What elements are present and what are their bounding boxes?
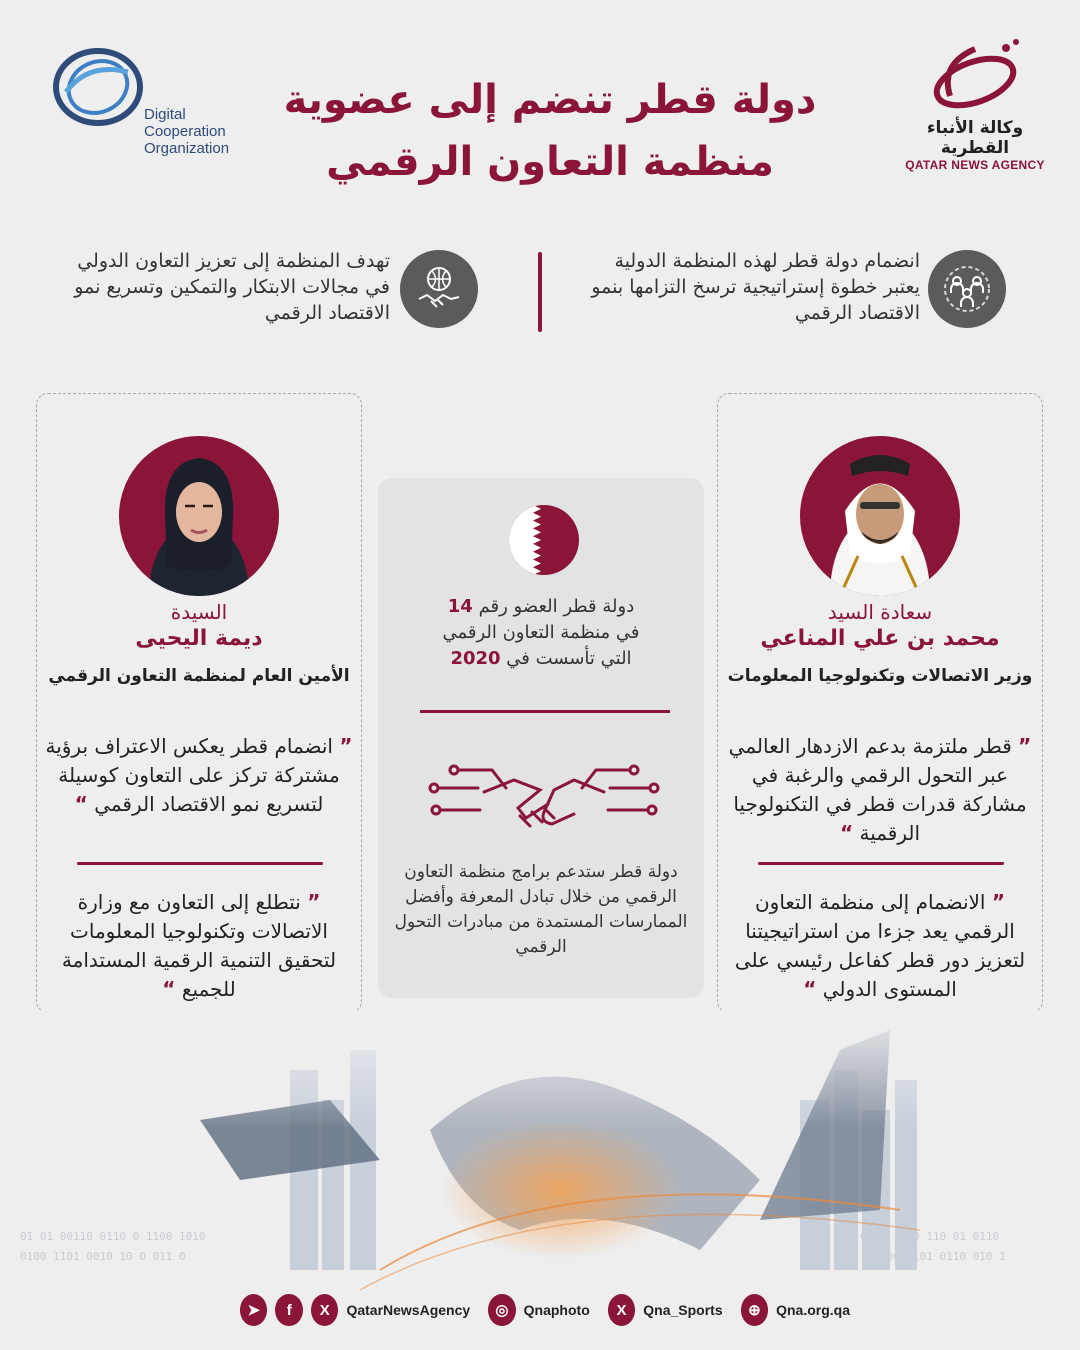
qna-english-name: QATAR NEWS AGENCY — [905, 158, 1045, 172]
social-bar — [240, 1290, 860, 1330]
member-number: 14 — [447, 596, 473, 617]
facebook-icon[interactable]: f — [275, 1294, 302, 1326]
instagram-icon[interactable]: ◎ — [488, 1294, 515, 1326]
center-separator — [420, 710, 670, 713]
social-handle-photo[interactable]: Qnaphoto — [523, 1302, 590, 1318]
qatar-flag-icon — [509, 505, 579, 575]
x-icon[interactable]: X — [311, 1294, 338, 1326]
website-link[interactable]: Qna.org.qa — [776, 1302, 850, 1318]
quote-open-mark: ” — [991, 890, 1006, 914]
x-icon[interactable]: X — [608, 1294, 635, 1326]
center-panel — [378, 478, 704, 998]
quote-close-mark: “ — [162, 977, 176, 1001]
founded-prefix: التي تأسست في — [506, 648, 632, 669]
digital-handshake-icon — [424, 762, 664, 838]
secretary-general-honorific: السيدة — [170, 600, 228, 624]
quote-open-mark: ” — [307, 890, 321, 914]
minister-portrait — [800, 436, 960, 596]
svg-text:0110 1010 110 01 0110: 0110 1010 110 01 0110 — [860, 1230, 1000, 1243]
secretary-general-quote-1 — [37, 732, 361, 819]
page-title-line2: منظمة التعاون الرقمي — [326, 139, 774, 185]
minister-name: محمد بن علي المناعي — [760, 626, 1000, 651]
info-left-text: تهدف المنظمة إلى تعزيز التعاون الدولي في مجالات الابتكار والتمكين وتسريع نمو الاقتصاد الرقمي — [74, 250, 390, 324]
qna-arabic-name: وكالة الأنباء القطرية — [926, 118, 1024, 158]
minister-honorific: سعادة السيد — [827, 600, 933, 624]
minister-quote-1 — [718, 732, 1042, 848]
center-support-text: دولة قطر ستدعم برامج منظمة التعاون الرقمي من خلال تبادل المعرفة وأفضل الممارسات المستمدة من مبادرات التحول الرقمي — [394, 862, 688, 957]
dco-line3: Organization — [144, 140, 230, 157]
quote-open-mark: ” — [1018, 734, 1032, 758]
quote-close-mark: “ — [74, 792, 88, 816]
secretary-general-portrait — [119, 436, 279, 596]
secretary-general-card — [36, 393, 362, 1013]
secretary-general-quote-2-text: نتطلع إلى التعاون مع وزارة الاتصالات وتكنولوجيا المعلومات لتحقيق التنمية الرقمية المستدامة للجميع — [61, 890, 337, 1001]
globe-icon[interactable]: ⊕ — [741, 1294, 768, 1326]
member-prefix: دولة قطر العضو رقم — [478, 596, 635, 617]
minister-quote-1-text: قطر ملتزمة بدعم الازدهار العالمي عبر التحول الرقمي والرغبة في مشاركة قدرات قطر في التكنولوجيا الرقمية — [728, 734, 1027, 845]
qna-emblem-icon — [920, 34, 1030, 114]
telegram-icon[interactable]: ➤ — [240, 1294, 267, 1326]
svg-text:01 01 00110 0110 0 1100 1010: 01 01 00110 0110 0 1100 1010 — [20, 1230, 206, 1243]
minister-quote-separator — [758, 862, 1004, 865]
dco-logo — [44, 38, 254, 158]
secretary-general-quote-2 — [37, 888, 361, 1004]
minister-role: وزير الاتصالات وتكنولوجيا المعلومات — [727, 666, 1033, 686]
secretary-general-quote-1-text: انضمام قطر يعكس الاعتراف برؤية مشتركة تركز على التعاون كوسيلة لتسريع نمو الاقتصاد الرقمي — [45, 734, 340, 816]
svg-text:1 0100 1101 0110 010 1: 1 0100 1101 0110 010 1 — [860, 1250, 1006, 1263]
secretary-general-quote-separator — [77, 862, 323, 865]
svg-text:0100 1101 0010 10 0 011 0: 0100 1101 0010 10 0 011 0 — [20, 1250, 186, 1263]
member-statement — [378, 594, 704, 672]
dco-logo-text — [144, 106, 229, 157]
quote-open-mark: ” — [339, 734, 353, 758]
minister-quote-2 — [718, 888, 1042, 1004]
info-right-text: انضمام دولة قطر لهذه المنظمة الدولية يعتبر خطوة إستراتيجية ترسخ التزامها بنمو الاقتصاد الرقمي — [591, 250, 920, 324]
people-network-icon — [928, 250, 1006, 328]
dco-line1: Digital — [144, 106, 186, 123]
social-handle-sports[interactable]: Qna_Sports — [643, 1302, 723, 1318]
minister-quote-2-text: الانضمام إلى منظمة التعاون الرقمي يعد جزءا من استراتيجيتنا لتعزيز دور قطر كفاعل رئيسي على المستوى الدولي — [734, 890, 1026, 1001]
member-org-line: في منظمة التعاون الرقمي — [442, 622, 640, 643]
dco-line2: Cooperation — [144, 123, 226, 140]
secretary-general-role: الأمين العام لمنظمة التعاون الرقمي — [48, 666, 350, 686]
globe-handshake-icon — [400, 250, 478, 328]
social-handle-qna[interactable]: QatarNewsAgency — [346, 1302, 471, 1318]
quote-close-mark: “ — [839, 821, 854, 845]
secretary-general-name: ديمة اليحيى — [135, 626, 263, 651]
minister-card — [717, 393, 1043, 1013]
qna-logo — [900, 34, 1050, 172]
page-title-line1: دولة قطر تنضم إلى عضوية — [283, 77, 817, 123]
dco-ring-icon — [48, 42, 148, 132]
info-divider — [538, 252, 542, 332]
founded-year: 2020 — [450, 648, 501, 669]
quote-close-mark: “ — [803, 977, 817, 1001]
